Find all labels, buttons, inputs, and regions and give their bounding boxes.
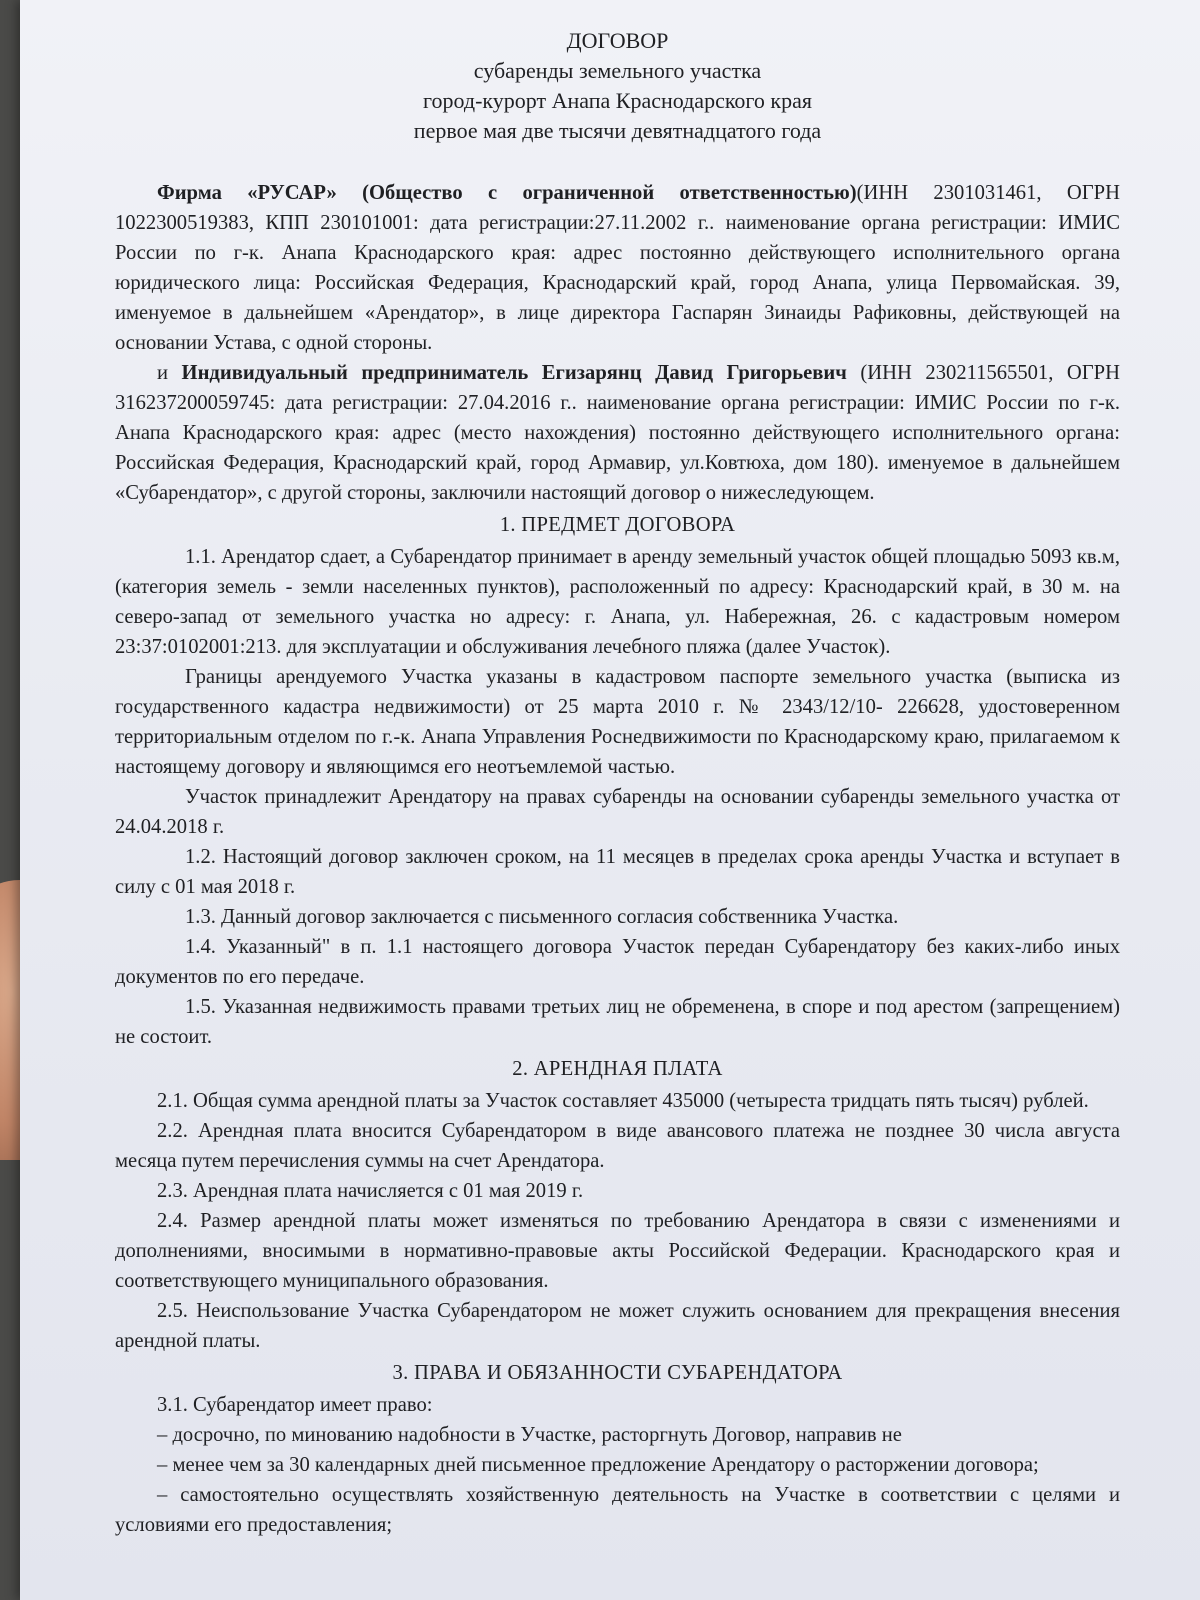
section-2-title: 2. АРЕНДНАЯ ПЛАТА [512, 1058, 723, 1080]
party1-name: Фирма «РУСАР» (Общество с ограниченной ответственностью) [157, 182, 857, 204]
document-date: первое мая две тысячи девятнадцатого года [413, 118, 822, 143]
party2-name: Индивидуальный предприниматель Егизарянц Давид Григорьевич [181, 362, 847, 384]
clause-1-1: 1.1. Арендатор сдает, а Субарендатор принимает в аренду земельный участок общей площадью 5093 кв.м, (категория земель - земли населенных пунктов), расположенный по адресу: Краснодарский край, в 30 м. на северо-запад от земельного участка но адресу: г. Анапа, ул. Набережная, 26. с кадастровым номером 23:37:0102001:213. для эксплуатации и обслуживания лечебного пляжа (далее Участок). [115, 546, 1120, 658]
party1-details: (ИНН 2301031461, ОГРН 1022300519383, КПП 230101001: дата регистрации:27.11.2002 г.. наименование органа регистрации: ИМИС России по г-к. Анапа Краснодарского края: адрес постоянно действующего исполнительного органа юридического лица: Российская Федерация, Краснодарский край, город Анапа, улица Первомайская. 39, именуемое в дальнейшем «Арендатор», в лице директора Гаспарян Зинаиды Рафиковны, действующей на основании Устава, с одной стороны. [115, 182, 1120, 354]
document-title: ДОГОВОР [566, 28, 669, 53]
section-3-title: 3. ПРАВА И ОБЯЗАННОСТИ СУБАРЕНДАТОРА [392, 1362, 843, 1384]
party2-paragraph [115, 358, 1120, 508]
party2-details: (ИНН 230211565501, ОГРН 316237200059745: дата регистрации: 27.04.2016 г.. наименование органа регистрации: ИМИС России по г-к. Анапа Краснодарского края: адрес (место нахождения) постоянно действующего исполнительного органа: Российская Федерация, Краснодарский край, город Армавир, ул.Ковтюха, дом 180). именуемое в дальнейшем «Субарендатор», с другой стороны, заключили настоящий договор о нижеследующем. [115, 362, 1120, 504]
clause-2-4: 2.4. Размер арендной платы может изменяться по требованию Арендатора в связи с изменениями и дополнениями, вносимыми в нормативно-правовые акты Российской Федерации. Краснодарского края и соответствующего муниципального образования. [115, 1210, 1120, 1292]
clause-2-2: 2.2. Арендная плата вносится Субарендатором в виде авансового платежа не позднее 30 числа августа месяца путем перечисления суммы на счет Арендатора. [115, 1120, 1120, 1172]
clause-1-4: 1.4. Указанный" в п. 1.1 настоящего договора Участок передан Субарендатору без каких-либо иных документов по его передаче. [115, 936, 1120, 988]
right-notice: – менее чем за 30 календарных дней письменное предложение Арендатору о расторжении договора; [157, 1454, 1039, 1476]
document-location: город-курорт Анапа Краснодарского края [423, 88, 812, 113]
clause-1-2: 1.2. Настоящий договор заключен сроком, на 11 месяцев в пределах срока аренды Участка и вступает в силу с 01 мая 2018 г. [115, 846, 1120, 898]
document-subtitle: субаренды земельного участка [473, 58, 762, 83]
clause-2-3: 2.3. Арендная плата начисляется с 01 мая 2019 г. [157, 1180, 584, 1202]
clause-owner: Участок принадлежит Арендатору на правах субаренды на основании субаренды земельного участка от 24.04.2018 г. [115, 786, 1120, 838]
clause-1-5: 1.5. Указанная недвижимость правами третьих лиц не обременена, в споре и под арестом (запрещением) не состоит. [115, 996, 1120, 1048]
clause-2-5: 2.5. Неиспользование Участка Субарендатором не может служить основанием для прекращения внесения арендной платы. [115, 1300, 1120, 1352]
section-1-title: 1. ПРЕДМЕТ ДОГОВОРА [499, 514, 736, 536]
document-body [115, 26, 1120, 1540]
clause-bounds: Границы арендуемого Участка указаны в кадастровом паспорте земельного участка (выписка из государственного кадастра недвижимости) от 25 марта 2010 г. № 2343/12/10- 226628, удостоверенном территориальным отделом по г.-к. Анапа Управления Роснедвижимости по Краснодарскому краю, прилагаемом к настоящему договору и являющимся его неотъемлемой частью. [115, 666, 1120, 778]
clause-1-3: 1.3. Данный договор заключается с письменного согласия собственника Участка. [185, 906, 899, 928]
party2-prefix: и [157, 362, 182, 384]
right-activity: – самостоятельно осуществлять хозяйственную деятельность на Участке в соответствии с целями и условиями его предоставления; [115, 1484, 1120, 1536]
document-sheet [20, 0, 1200, 1600]
clause-2-1: 2.1. Общая сумма арендной платы за Участок составляет 435000 (четыреста тридцать пять тысяч) рублей. [157, 1090, 1089, 1112]
clause-3-1: 3.1. Субарендатор имеет право: [157, 1394, 433, 1416]
party1-paragraph [115, 178, 1120, 358]
right-terminate: – досрочно, по минованию надобности в Участке, расторгнуть Договор, направив не [157, 1424, 902, 1446]
